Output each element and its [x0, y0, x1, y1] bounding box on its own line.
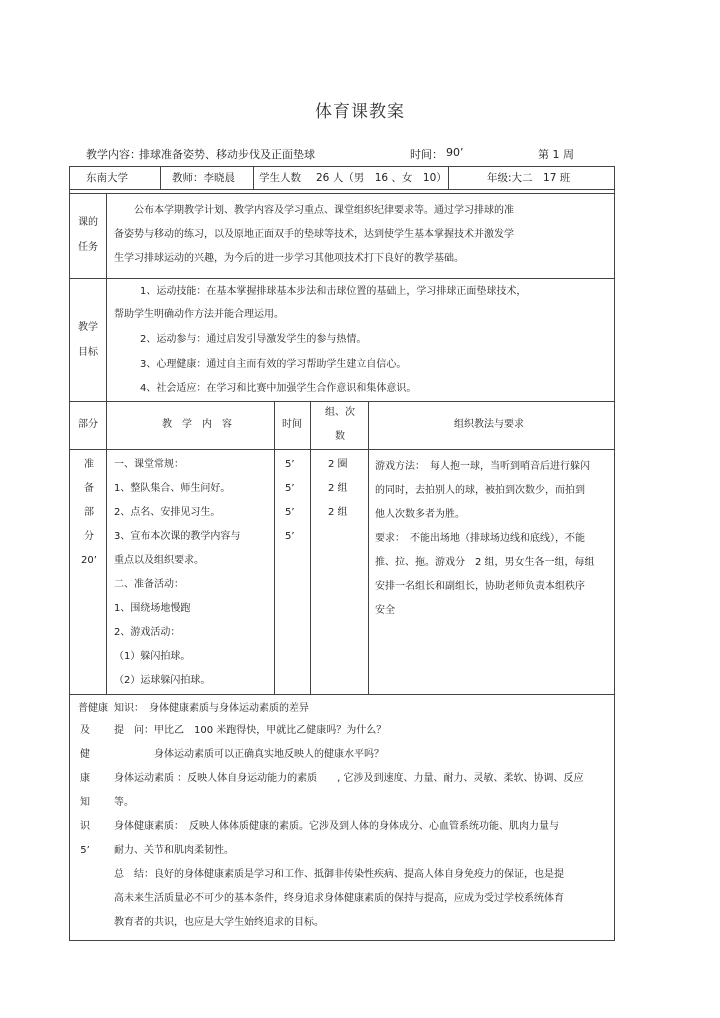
prep-content-list: [114, 453, 240, 693]
prep-groups: 2 圈 2 组 2 组: [328, 459, 348, 518]
grade-class: 年级:大二 17 班: [487, 172, 571, 184]
content-label: 教学内容：: [86, 148, 141, 161]
teacher-name: 教师：李晓晨: [172, 172, 235, 184]
health-part-label: 及 健 康 知 识 5’: [80, 725, 90, 856]
prep-method-text: 游戏方法： 每人抱一球，当听到哨音后进行躲闪 的同时，去拍别人的球，被拍到次数少，而拍到 他人次数多者为胜。 要求： 不能出场地（排球场边线和底线），不能 推、拉、拖。游戏分 2 组，男女生各一组，每组 安排一名组长和副组长，协助老师负责本组秩序 安全: [375, 461, 595, 616]
school-name: 东南大学: [86, 172, 128, 184]
week-label: 第 1 周: [538, 148, 574, 161]
health-first-line: 知识： 身体健康素质与身体运动素质的差异: [114, 703, 309, 714]
list-item: （2）运球躲闪拍球。: [114, 675, 211, 686]
col-header-groups-1: 组、次: [325, 407, 355, 418]
health-text: 提 问：甲比乙 100 米跑得快，甲就比乙健康吗？为什么？ 身体运动素质可以正确真实地反映人的健康水平吗？ 身体运动素质 ：反映人体自身运动能力的素质 , 它涉及到速度、力量、耐力、灵敏、柔软、协调、反应 等。 身体健康素质： 反映人体体质健康的素质。它涉及到人体的身体成分、心血管系统功能、肌肉力量与 耐力、关节和肌肉柔韧性。 总 结：良好的身体健康素质是学习和工作、抵御非传染性疾病、提高人体自身免疫力的保证，也是提 高未来生活质量必不可少的基本条件，终身追求身体健康素质的保持与提高，应成为受过学校系统体育 教育者的共识，也应是大学生始终追求的目标。: [114, 725, 584, 928]
objective-line-3: 2、运动参与：通过启发引导激发学生的参与热情。: [140, 334, 367, 345]
task-text-1: 公布本学期教学计划、教学内容及学习重点、课堂组织纪律要求等。通过学习排球的准: [134, 205, 514, 216]
content-value: 排球准备姿势、移动步伐及正面垫球: [139, 148, 315, 161]
col-header-content: 教 学 内 容: [162, 419, 232, 430]
students-count: 26 人（男 16 、女 10）: [316, 172, 447, 184]
objective-line-4: 3、心理健康：通过自主而有效的学习帮助学生建立自信心。: [140, 359, 407, 370]
objective-line-1: 1、运动技能：在基本掌握排球基本步法和击球位置的基础上，学习排球正面垫球技术，: [140, 286, 527, 297]
health-first-prefix: 普健康: [78, 703, 108, 714]
task-label-1: 课的: [78, 217, 98, 228]
objective-line-2: 帮助学生明确动作方法并能合理运用。: [114, 309, 284, 320]
prep-times: 5’ 5’ 5’ 5’: [285, 459, 295, 542]
task-label-2: 任务: [78, 242, 98, 253]
objectives-label-2: 目标: [78, 347, 98, 358]
col-header-time: 时间: [282, 419, 302, 430]
list-item: 重点以及组织要求。: [114, 555, 204, 566]
list-item: 2、点名、安排见习生。: [114, 507, 221, 518]
list-item: 1、围绕场地慢跑: [114, 603, 191, 614]
prep-part-label: 准 备 部 分 20’: [81, 459, 97, 566]
task-text-3: 生学习排球运动的兴趣，为今后的进一步学习其他项技术打下良好的教学基础。: [114, 253, 464, 264]
objective-line-5: 4、社会适应：在学习和比赛中加强学生合作意识和集体意识。: [140, 383, 417, 394]
students-label: 学生人数: [259, 172, 301, 184]
list-item: 1、整队集合、师生问好。: [114, 483, 231, 494]
time-value: 90’: [446, 146, 464, 159]
time-label: 时间：: [410, 148, 443, 161]
list-item: 2、游戏活动：: [114, 627, 181, 638]
list-item: 一、课堂常规：: [114, 459, 184, 470]
task-text-2: 备姿势与移动的练习，以及原地正面双手的垫球等技术，达到使学生基本掌握技术并激发学: [114, 229, 514, 240]
col-header-method: 组织教法与要求: [454, 419, 524, 430]
col-header-part: 部分: [78, 419, 98, 430]
list-item: 3、宣布本次课的教学内容与: [114, 531, 241, 542]
col-header-groups-2: 数: [335, 431, 345, 442]
page-title: 体育课教案: [315, 102, 405, 122]
list-item: 二、准备活动：: [114, 579, 184, 590]
objectives-label-1: 教学: [78, 322, 98, 333]
list-item: （1）躲闪拍球。: [114, 651, 191, 662]
